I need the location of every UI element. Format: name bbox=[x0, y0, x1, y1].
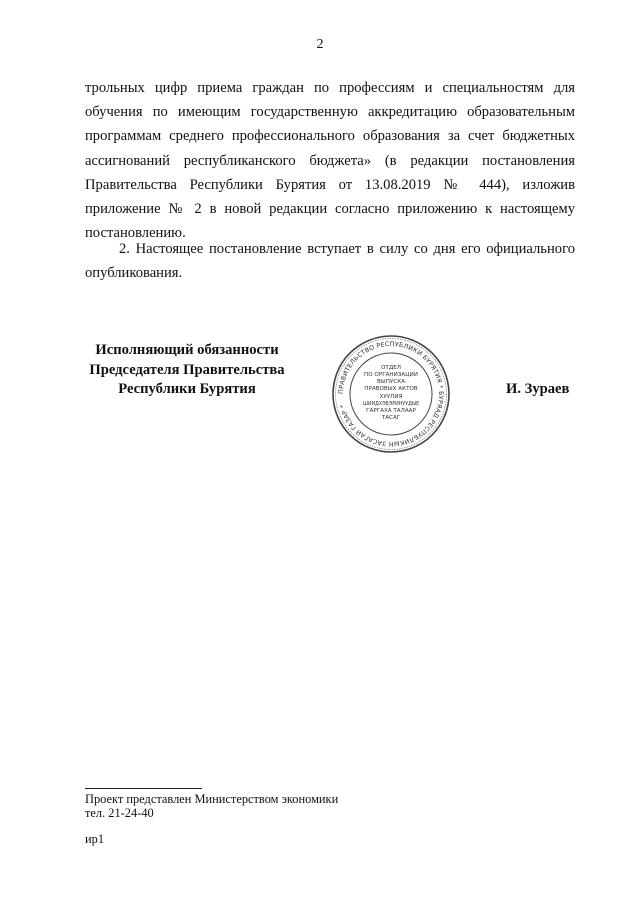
stamp-inner-line-5: ХУУЛИЯ bbox=[379, 394, 403, 400]
footnote-phone: тел. 21-24-40 bbox=[85, 806, 154, 820]
signatory-title-line-1: Исполняющий обязанности bbox=[95, 342, 279, 358]
footnote-prepared-by: Проект представлен Министерством экономики bbox=[85, 792, 339, 806]
stamp-ring-text: ПРАВИТЕЛЬСТВО РЕСПУБЛИКИ БУРЯТИЯ * БУРЯАД РЕСПУБЛИКЫН ЗАСАГАЙ ГАЗАР * bbox=[337, 340, 445, 448]
signatory-name: И. Зураев bbox=[506, 381, 570, 397]
stamp-inner-line-4: ПРАВОВЫХ АКТОВ bbox=[364, 386, 418, 392]
page-number: 2 bbox=[316, 37, 324, 52]
stamp-inner-line-6: ШИИДХЭБЭРИНУУДЫЕ bbox=[362, 402, 420, 407]
footnote-code: ир1 bbox=[85, 832, 105, 846]
stamp-inner-line-2: ПО ОРГАНИЗАЦИИ bbox=[364, 372, 418, 378]
stamp-inner-line-1: ОТДЕЛ bbox=[381, 365, 401, 371]
signatory-title-line-2: Председателя Правительства bbox=[89, 361, 285, 378]
footnote-divider bbox=[85, 788, 202, 789]
stamp-inner-line-3: ВЫПУСКА bbox=[376, 379, 406, 385]
stamp-inner-line-7: ГАРГАХА ТАЛААР bbox=[366, 408, 416, 414]
body-paragraph-1: трольных цифр приема граждан по профессиям и специальностям для обучения по имеющим государственную аккредитацию образовательным программам среднего профессионального образования за счет бюджетных ассигнований республиканского бюджета» (в редакции постановления Правительства Республики Бурятия от 13.08.2019 № 444), изложив приложение № 2 в новой редакции согласно приложению к настоящему постановлению. bbox=[85, 80, 575, 242]
signatory-title bbox=[77, 341, 297, 400]
body-paragraph-2: 2. Настоящее постановление вступает в силу со дня его официального опубликования. bbox=[85, 241, 575, 282]
signatory-title-line-3: Республики Бурятия bbox=[118, 381, 256, 397]
official-stamp bbox=[330, 333, 452, 455]
stamp-inner-line-8: ТАСАГ bbox=[381, 415, 401, 421]
